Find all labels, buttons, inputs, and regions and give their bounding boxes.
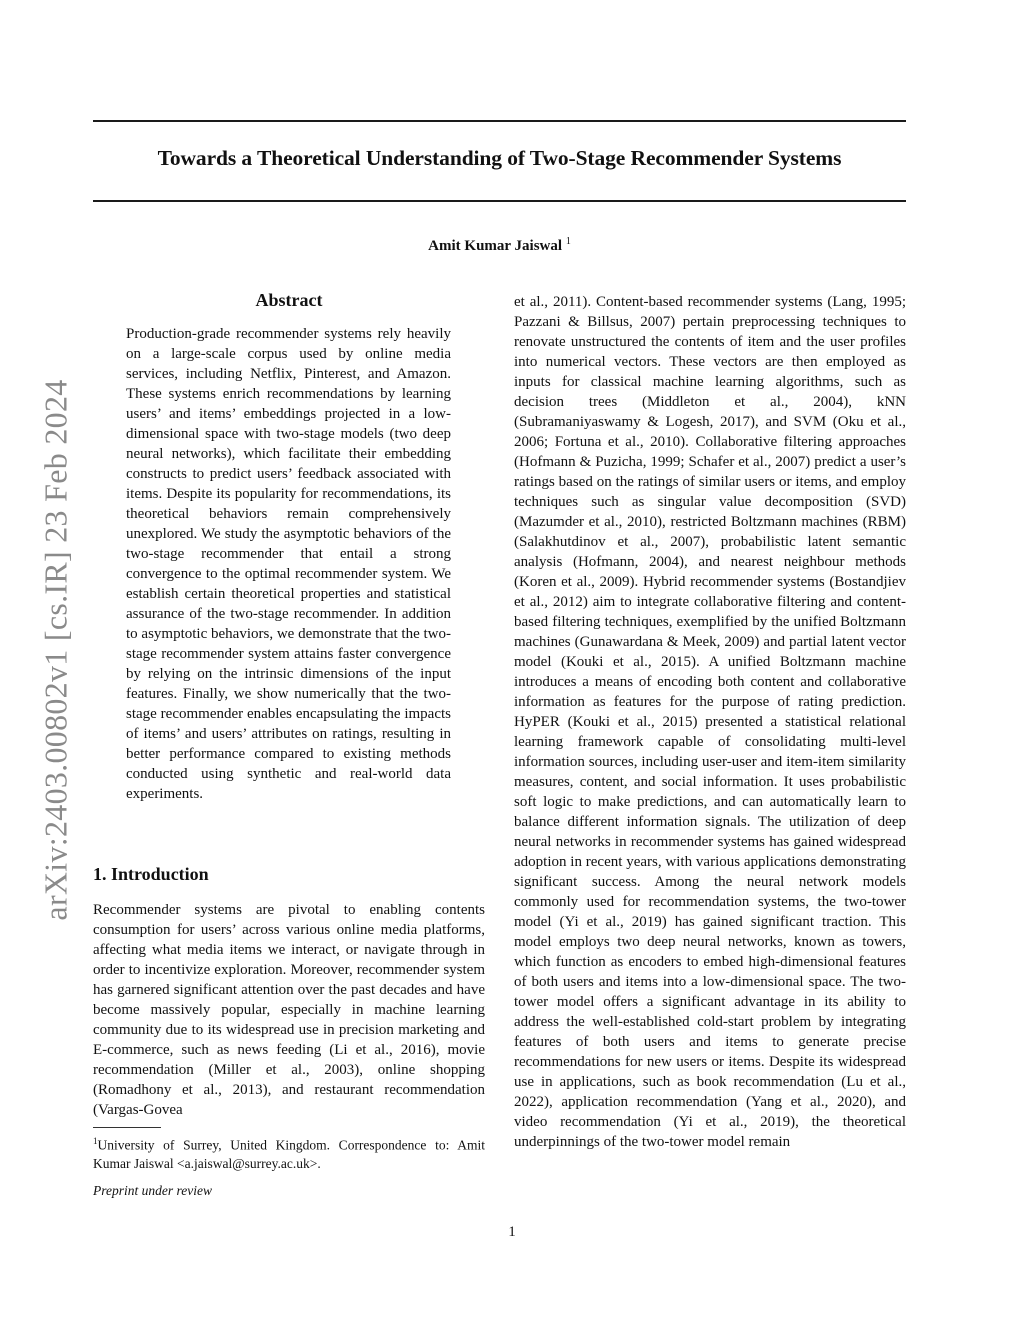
introduction-text-continued: et al., 2011). Content-based recommender systems (Lang, 1995; Pazzani & Billsus, 2007) pertain preprocessing techniques to renovate unstructured the contents of item and the user profiles into numerical vectors. These vectors are then employed as inputs for classical machine learning algorithms, such as decision trees (Middleton et al., 2004), kNN (Subramaniyaswamy & Logesh, 2017), and SVM (Oku et al., 2006; Fortuna et al., 2010). Collaborative filtering approaches (Hofmann & Puzicha, 1999; Schafer et al., 2007) predict a user’s ratings based on the ratings of similar users or items, and employ techniques such as singular value decomposition (SVD) (Mazumder et al., 2010), restricted Boltzmann machines (RBM) (Salakhutdinov et al., 2007), probabilistic latent semantic analysis (Hofmann, 2004), and nearest neighbour methods (Koren et al., 2009). Hybrid recommender systems (Bostandjiev et al., 2012) aim to integrate collaborative filtering and content-based filtering techniques, exemplified by the unified Boltzmann machines (Gunawardana & Meek, 2009) and partial latent vector model (Kouki et al., 2015). A unified Boltzmann machine introduces a means of encoding both content and collaborative information as features for the purpose of rating prediction. HyPER (Kouki et al., 2015) presented a statistical relational learning framework capable of consolidating multi-level information sources, including user-user and item-item similarity measures, content, and social information. It uses probabilistic soft logic to make predictions, and can automatically learn to balance different information signals. The utilization of deep neural networks in recommender systems has gained widespread adoption in recent years, with various applications demonstrating significant success. Among the neural network models commonly used for recommendation systems, the two-tower model (Yi et al., 2019) has gained significant traction. This model employs two deep neural networks, known as towers, which function as encoders to embed high-dimensional features of both users and items into a low-dimensional space. The two-tower model offers a significant advantage in its ability to address the well-established cold-start problem by integrating features of both users and items to generate precise recommendations for new users or items. Despite its widespread use in applications, such as book recommendation (Lu et al., 2022), application recommendation (Yang et al., 2020), and video recommendation (Yi et al., 2019), the theoretical underpinnings of the two-tower model remain <box>514 294 906 1150</box>
footnote-mark: 1 <box>93 1136 98 1146</box>
title-rule-bottom <box>93 200 906 202</box>
author-affiliation-mark: 1 <box>565 236 571 247</box>
page-number: 1 <box>508 1224 516 1240</box>
introduction-heading: 1. Introduction <box>93 864 209 884</box>
arxiv-identifier[interactable]: arXiv:2403.00802v1 [cs.IR] 23 Feb 2024 <box>37 379 74 921</box>
author-line <box>93 236 906 255</box>
paper-title: Towards a Theoretical Understanding of Two-Stage Recommender Systems <box>157 146 842 170</box>
title-rule-top <box>93 120 906 122</box>
footnote <box>93 1132 485 1173</box>
abstract-text: Production-grade recommender systems rely heavily on a large-scale corpus used by online media services, including Netflix, Pinterest, and Amazon. These systems enrich recommendations by learning users’ and items’ embeddings projected in a low-dimensional space with two-stage models (two deep neural networks), which facilitate their embedding constructs to predict users’ feedback associated with items. Despite its popularity for recommendations, its theoretical behaviors remain comprehensively unexplored. We study the asymptotic behaviors of the two-stage recommender that entail a strong convergence to the optimal recommender system. We establish certain theoretical properties and statistical assurance of the two-stage recommender. In addition to asymptotic behaviors, we demonstrate that the two-stage recommender system attains faster convergence by relying on the intrinsic dimensions of the input features. Finally, we show numerically that the two-stage recommender enables encapsulating the impacts of items’ and users’ attributes on ratings, resulting in better performance compared to existing methods conducted using synthetic and real-world data experiments. <box>126 326 451 802</box>
abstract-heading: Abstract <box>255 290 323 310</box>
footnote-divider <box>93 1127 161 1128</box>
introduction-text: Recommender systems are pivotal to enabling contents consumption for users’ across various online media platforms, affecting what media items we interact, or navigate through in order to incentivize exploration. Moreover, recommender system has garnered significant attention over the past decades and have become massively popular, especially in machine learning community due to its widespread use in precision marketing and E-commerce, such as news feeding (Li et al., 2016), movie recommendation (Miller et al., 2003), online shopping (Romadhony et al., 2013), and restaurant recommendation (Vargas-Govea <box>93 902 485 1118</box>
footnote-text: University of Surrey, United Kingdom. Correspondence to: Amit Kumar Jaiswal <a.jaiswal@surrey.ac.uk>. <box>93 1137 485 1171</box>
preprint-note: Preprint under review <box>93 1183 212 1198</box>
author-name: Amit Kumar Jaiswal <box>428 238 563 254</box>
